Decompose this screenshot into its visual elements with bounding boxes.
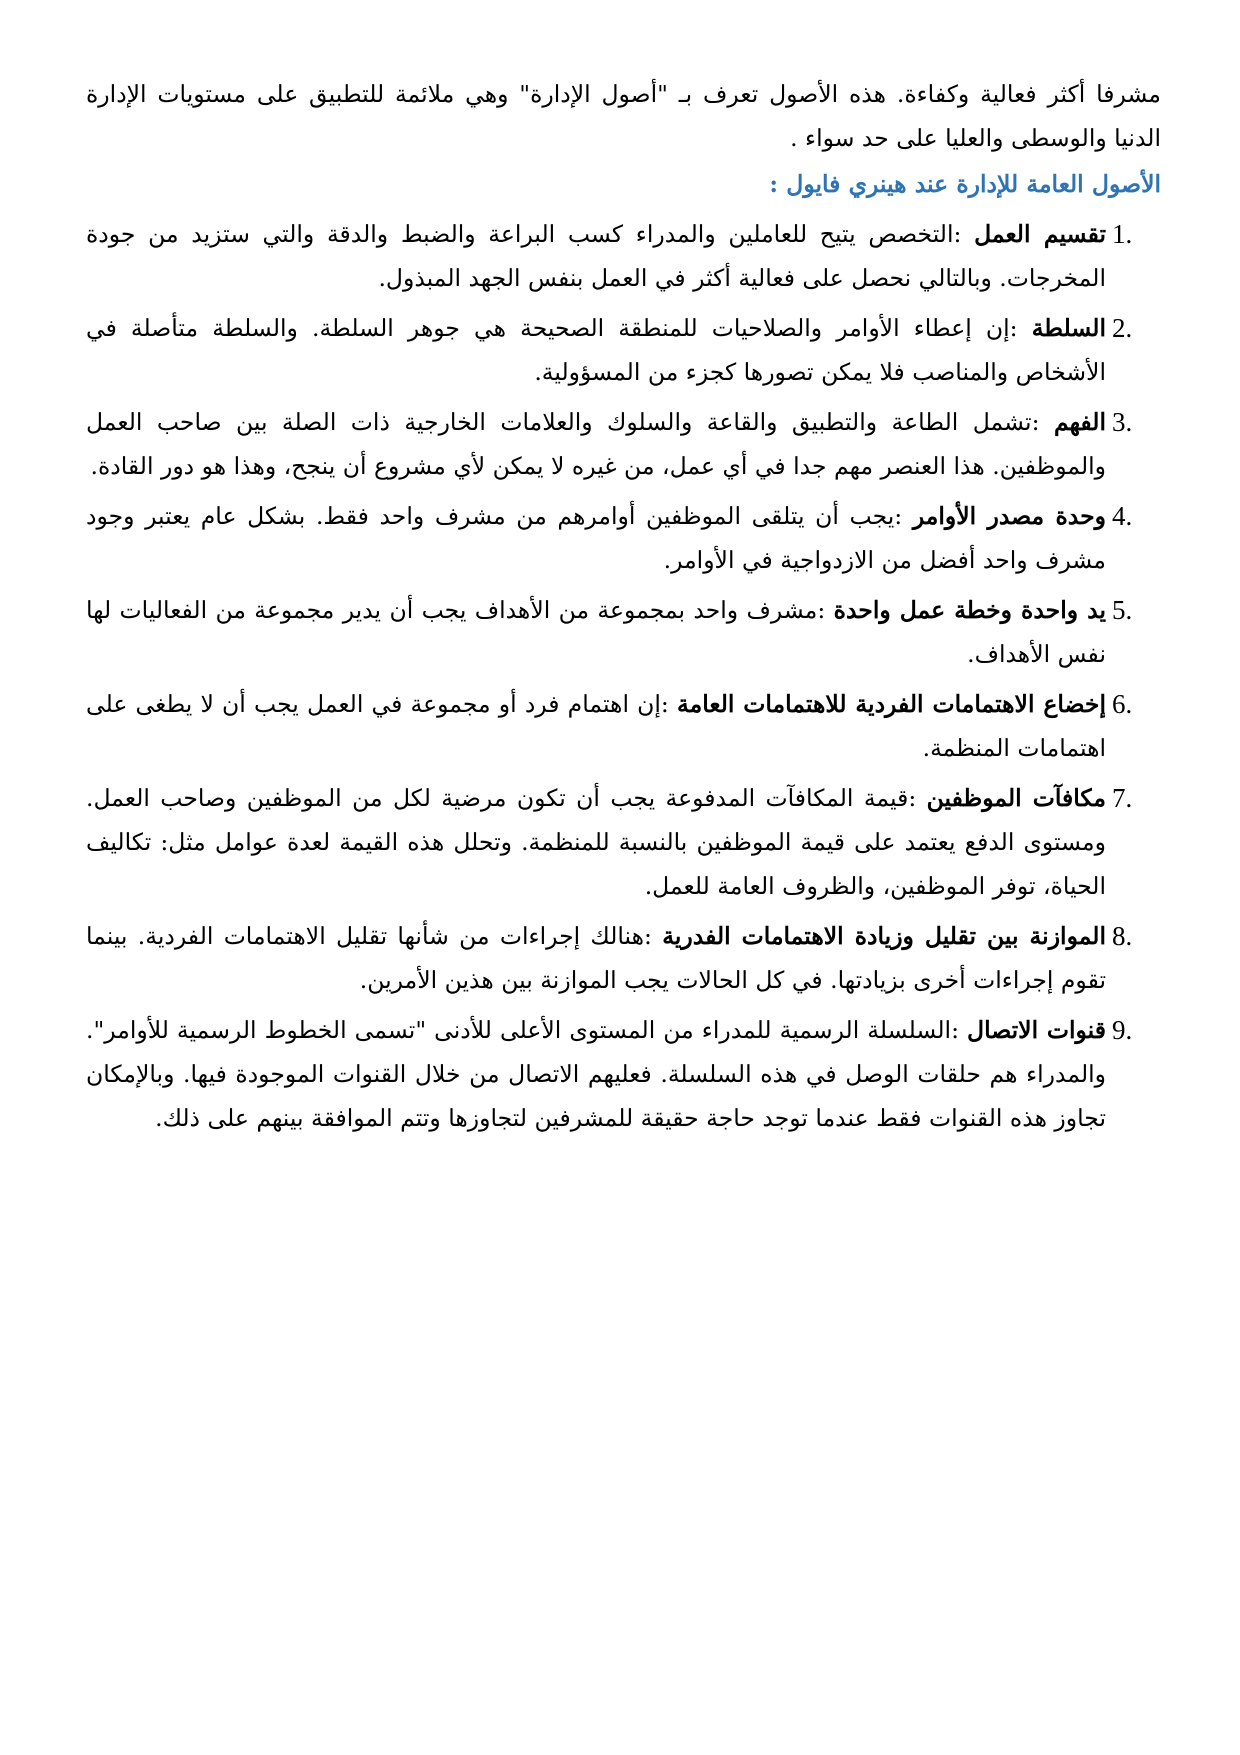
- item-term: الموازنة بين تقليل وزيادة الاهتمامات الفدرية: [662, 922, 1106, 950]
- item-text: :إن إعطاء الأوامر والصلاحيات للمنطقة الصحيحة هي جوهر السلطة. والسلطة متأصلة في الأشخاص والمناصب فلا يمكن تصورها كجزء من المسؤولية.: [86, 314, 1106, 386]
- item-text: :هنالك إجراءات من شأنها تقليل الاهتمامات الفردية. بينما تقوم إجراءات أخرى بزيادتها. في كل الحالات يجب الموازنة بين هذين الأمرين.: [86, 922, 1106, 994]
- item-text: :التخصص يتيح للعاملين والمدراء كسب البراعة والضبط والدقة والتي ستزيد من جودة المخرجات. وبالتالي نحصل على فعالية أكثر في العمل بنفس الجهد المبذول.: [86, 220, 1106, 292]
- item-term: الفهم: [1053, 408, 1106, 436]
- item-text: :السلسلة الرسمية للمدراء من المستوى الأعلى للأدنى "تسمى الخطوط الرسمية للأوامر". والمدراء هم حلقات الوصل في هذه السلسلة. فعليهم الاتصال من خلال القنوات الموجودة فيها. وبالإمكان تجاوز هذه القنوات فقط عندما توجد حاجة حقيقة للمشرفين لتجاوزها وتتم الموافقة بينهم على ذلك.: [86, 1016, 1106, 1132]
- item-text: :تشمل الطاعة والتطبيق والقاعة والسلوك والعلامات الخارجية ذات الصلة بين صاحب العمل والموظفين. هذا العنصر مهم جدا في أي عمل، من غيره لا يمكن لأي مشروع أن ينجح، وهذا هو دور القادة.: [86, 408, 1106, 480]
- item-text: :يجب أن يتلقى الموظفين أوامرهم من مشرف واحد فقط. بشكل عام يعتبر وجود مشرف واحد أفضل من الازدواجية في الأوامر.: [86, 502, 1106, 574]
- intro-paragraph: مشرفا أكثر فعالية وكفاءة. هذه الأصول تعرف بـ "أصول الإدارة" وهي ملائمة للتطبيق على مستويات الإدارة الدنيا والوسطى والعليا على حد سواء .: [86, 80, 1161, 152]
- item-term: وحدة مصدر الأوامر: [912, 502, 1106, 530]
- item-number: 8.: [1112, 921, 1133, 951]
- item-text: :مشرف واحد بمجموعة من الأهداف يجب أن يدير مجموعة من الفعاليات لها نفس الأهداف.: [86, 596, 1106, 668]
- item-term: قنوات الاتصال: [967, 1016, 1106, 1044]
- item-term: إخضاع الاهتمامات الفردية للاهتمامات العامة: [677, 690, 1106, 718]
- list-item: [86, 212, 1176, 300]
- list-item: [86, 306, 1176, 394]
- item-number: 6.: [1112, 689, 1133, 719]
- item-term: مكافآت الموظفين: [926, 784, 1106, 812]
- item-term: السلطة: [1031, 314, 1106, 342]
- item-number: 3.: [1112, 407, 1133, 437]
- item-term: تقسيم العمل: [974, 220, 1106, 248]
- list-item: [86, 914, 1176, 1002]
- item-number: 2.: [1112, 313, 1133, 343]
- item-number: 5.: [1112, 595, 1133, 625]
- list-item: [86, 588, 1176, 676]
- item-number: 1.: [1112, 219, 1133, 249]
- item-text: :قيمة المكافآت المدفوعة يجب أن تكون مرضية لكل من الموظفين وصاحب العمل. ومستوى الدفع يعتمد على قيمة الموظفين بالنسبة للمنظمة. وتحلل هذه القيمة لعدة عوامل مثل: تكاليف الحياة، توفر الموظفين، والظروف العامة للعمل.: [86, 784, 1106, 900]
- list-item: [86, 400, 1176, 488]
- item-number: 4.: [1112, 501, 1133, 531]
- item-number: 7.: [1112, 783, 1133, 813]
- section-heading: الأصول العامة للإدارة عند هينري فايول :: [769, 170, 1161, 198]
- item-number: 9.: [1112, 1015, 1133, 1045]
- list-item: [86, 682, 1176, 770]
- item-term: يد واحدة وخطة عمل واحدة: [833, 596, 1106, 624]
- item-text: :إن اهتمام فرد أو مجموعة في العمل يجب أن لا يطغى على اهتمامات المنظمة.: [86, 690, 1106, 762]
- document-page: [86, 72, 1176, 1146]
- principles-list: [86, 212, 1176, 1140]
- list-item: [86, 494, 1176, 582]
- list-item: [86, 1008, 1176, 1140]
- list-item: [86, 776, 1176, 908]
